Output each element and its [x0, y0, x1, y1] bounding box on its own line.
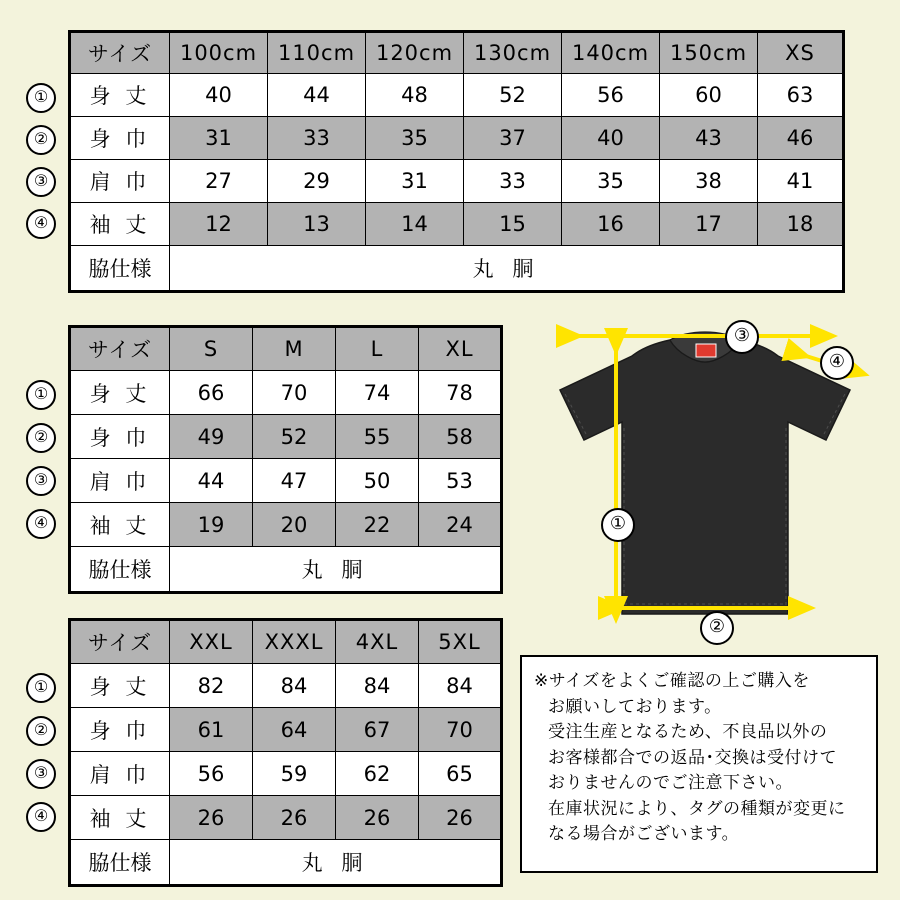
size-table-adult [33, 325, 503, 594]
brand-tag-icon [696, 344, 716, 357]
table-row [70, 160, 844, 203]
cell-value: 50 [336, 459, 419, 503]
marker-body-length: ① [26, 83, 56, 113]
header-cell: XXL [170, 620, 253, 664]
cell-value: 64 [253, 708, 336, 752]
cell-value: 58 [419, 415, 502, 459]
cell-value: 41 [758, 160, 844, 203]
cell-value: 59 [253, 752, 336, 796]
cell-value: 52 [464, 74, 562, 117]
marker-sleeve-length: ④ [26, 209, 56, 239]
header-cell: XL [419, 327, 502, 371]
cell-value: 29 [268, 160, 366, 203]
cell-value: 46 [758, 117, 844, 160]
cell-value: 74 [336, 371, 419, 415]
size-table-kids [33, 30, 845, 293]
cell-value: 82 [170, 664, 253, 708]
cell-value: 48 [366, 74, 464, 117]
row-label: 肩 巾 [70, 752, 170, 796]
header-cell: サイズ [70, 32, 170, 74]
cell-value: 66 [170, 371, 253, 415]
footer-value: 丸 胴 [170, 840, 502, 886]
cell-value: 15 [464, 203, 562, 246]
table-footer-row [70, 246, 844, 292]
header-cell: 100cm [170, 32, 268, 74]
cell-value: 63 [758, 74, 844, 117]
header-cell: 130cm [464, 32, 562, 74]
cell-value: 17 [660, 203, 758, 246]
cell-value: 31 [170, 117, 268, 160]
purchase-note-box [520, 655, 878, 873]
row-label: 肩 巾 [70, 160, 170, 203]
cell-value: 38 [660, 160, 758, 203]
table-row [70, 415, 502, 459]
cell-value: 84 [253, 664, 336, 708]
row-label: 肩 巾 [70, 459, 170, 503]
cell-value: 61 [170, 708, 253, 752]
cell-value: 18 [758, 203, 844, 246]
table-row [70, 503, 502, 547]
cell-value: 60 [660, 74, 758, 117]
cell-value: 52 [253, 415, 336, 459]
table-row [70, 459, 502, 503]
header-cell: S [170, 327, 253, 371]
marker-sleeve-length: ④ [26, 802, 56, 832]
cell-value: 67 [336, 708, 419, 752]
cell-value: 14 [366, 203, 464, 246]
footer-value: 丸 胴 [170, 246, 844, 292]
cell-value: 62 [336, 752, 419, 796]
header-cell: サイズ [70, 327, 170, 371]
table-row [70, 796, 502, 840]
header-cell: 4XL [336, 620, 419, 664]
row-label: 袖 丈 [70, 203, 170, 246]
marker-body-width: ② [26, 716, 56, 746]
diagram-marker-shoulder-width: ③ [725, 320, 759, 354]
table-footer-row [70, 547, 502, 593]
footer-label: 脇仕様 [70, 840, 170, 886]
header-cell: 140cm [562, 32, 660, 74]
cell-value: 44 [268, 74, 366, 117]
cell-value: 16 [562, 203, 660, 246]
table-row [70, 371, 502, 415]
note-line: なる場合がございます。 [548, 824, 740, 844]
cell-value: 56 [562, 74, 660, 117]
cell-value: 37 [464, 117, 562, 160]
cell-value: 26 [170, 796, 253, 840]
note-line: 在庫状況により、タグの種類が変更に [548, 798, 846, 819]
cell-value: 44 [170, 459, 253, 503]
cell-value: 20 [253, 503, 336, 547]
footer-label: 脇仕様 [70, 246, 170, 292]
header-cell: 110cm [268, 32, 366, 74]
note-line: ※サイズをよくご確認の上ご購入を [534, 671, 810, 691]
row-label: 身 巾 [70, 117, 170, 160]
row-label: 身 巾 [70, 415, 170, 459]
cell-value: 19 [170, 503, 253, 547]
cell-value: 26 [253, 796, 336, 840]
cell-value: 13 [268, 203, 366, 246]
table-adult [68, 325, 503, 594]
table-big [68, 618, 503, 887]
marker-body-length: ① [26, 380, 56, 410]
row-label: 身 丈 [70, 664, 170, 708]
marker-shoulder-width: ③ [26, 466, 56, 496]
cell-value: 84 [419, 664, 502, 708]
table-row [70, 117, 844, 160]
table-row [70, 664, 502, 708]
cell-value: 43 [660, 117, 758, 160]
size-table-big [33, 618, 503, 887]
cell-value: 26 [419, 796, 502, 840]
cell-value: 22 [336, 503, 419, 547]
cell-value: 24 [419, 503, 502, 547]
cell-value: 47 [253, 459, 336, 503]
table-row [70, 74, 844, 117]
cell-value: 26 [336, 796, 419, 840]
cell-value: 49 [170, 415, 253, 459]
header-cell: XS [758, 32, 844, 74]
footer-label: 脇仕様 [70, 547, 170, 593]
table-header-row [70, 327, 502, 371]
cell-value: 27 [170, 160, 268, 203]
cell-value: 35 [366, 117, 464, 160]
table-kids [68, 30, 845, 293]
marker-shoulder-width: ③ [26, 759, 56, 789]
cell-value: 12 [170, 203, 268, 246]
table-header-row [70, 620, 502, 664]
header-cell: 120cm [366, 32, 464, 74]
tshirt-body-shape [560, 340, 850, 614]
table-row [70, 203, 844, 246]
marker-body-length: ① [26, 673, 56, 703]
marker-shoulder-width: ③ [26, 167, 56, 197]
table-row [70, 708, 502, 752]
cell-value: 65 [419, 752, 502, 796]
note-line: お客様都合での返品･交換は受付けて [548, 747, 837, 768]
cell-value: 31 [366, 160, 464, 203]
diagram-marker-body-width: ② [700, 611, 734, 645]
tshirt-measurement-diagram [520, 318, 890, 648]
row-label: 身 巾 [70, 708, 170, 752]
cell-value: 35 [562, 160, 660, 203]
row-label: 身 丈 [70, 371, 170, 415]
table-header-row [70, 32, 844, 74]
marker-sleeve-length: ④ [26, 509, 56, 539]
table-footer-row [70, 840, 502, 886]
cell-value: 40 [170, 74, 268, 117]
cell-value: 70 [253, 371, 336, 415]
cell-value: 78 [419, 371, 502, 415]
cell-value: 56 [170, 752, 253, 796]
diagram-marker-body-length: ① [601, 508, 635, 542]
cell-value: 84 [336, 664, 419, 708]
cell-value: 70 [419, 708, 502, 752]
row-label: 袖 丈 [70, 503, 170, 547]
cell-value: 40 [562, 117, 660, 160]
table-row [70, 752, 502, 796]
header-cell: L [336, 327, 419, 371]
diagram-marker-sleeve-length: ④ [820, 346, 854, 380]
marker-body-width: ② [26, 125, 56, 155]
row-label: 袖 丈 [70, 796, 170, 840]
cell-value: 33 [268, 117, 366, 160]
cell-value: 53 [419, 459, 502, 503]
footer-value: 丸 胴 [170, 547, 502, 593]
header-cell: 5XL [419, 620, 502, 664]
note-line: 受注生産となるため、不良品以外の [548, 722, 828, 742]
header-cell: XXXL [253, 620, 336, 664]
header-cell: M [253, 327, 336, 371]
cell-value: 33 [464, 160, 562, 203]
row-label: 身 丈 [70, 74, 170, 117]
cell-value: 55 [336, 415, 419, 459]
note-line: お願いしております。 [548, 696, 722, 717]
header-cell: 150cm [660, 32, 758, 74]
marker-body-width: ② [26, 423, 56, 453]
note-line: おりませんのでご注意下さい。 [548, 773, 793, 793]
header-cell: サイズ [70, 620, 170, 664]
